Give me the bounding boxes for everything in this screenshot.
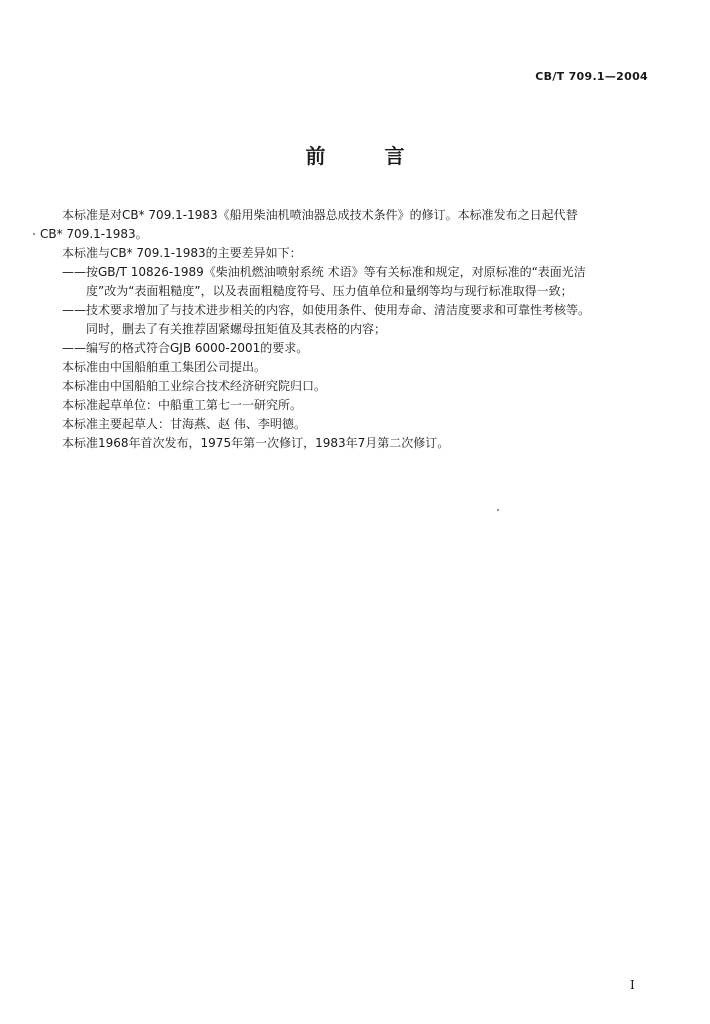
paragraph-1-line-2: CB* 709.1-1983。 [40, 227, 148, 241]
paragraph-5: 本标准起草单位：中船重工第七一一研究所。 [62, 398, 303, 412]
paragraph-7: 本标准1968年首次发布，1975年第一次修订，1983年7月第二次修订。 [62, 436, 450, 450]
list-item-2-line-1: ——技术要求增加了与技术进步相关的内容，如使用条件、使用寿命、清洁度要求和可靠性考核等。 [62, 303, 591, 317]
paragraph-1-line-1: 本标准是对CB* 709.1-1983《船用柴油机喷油器总成技术条件》的修订。本标准发布之日起代替 [62, 208, 578, 222]
foreword-body [40, 206, 660, 453]
page-title: 前 言 [305, 144, 431, 168]
paragraph-3: 本标准由中国船舶重工集团公司提出。 [62, 360, 267, 374]
standard-code: CB/T 709.1—2004 [535, 70, 648, 83]
page-number: I [630, 978, 635, 992]
list-item-3: ——编写的格式符合GJB 6000-2001的要求。 [62, 341, 309, 355]
list-item-2-line-2: 同时，删去了有关推荐固紧螺母扭矩值及其表格的内容； [86, 322, 387, 336]
list-item-1-line-2: 度”改为“表面粗糙度”，以及表面粗糙度符号、压力值单位和量纲等均与现行标准取得一致； [86, 284, 573, 298]
list-item-1-line-1: ——按GB/T 10826-1989《柴油机燃油喷射系统 术语》等有关标准和规定，对原标准的“表面光洁 [62, 265, 586, 279]
paragraph-4: 本标准由中国船舶工业综合技术经济研究院归口。 [62, 379, 327, 393]
paragraph-6: 本标准主要起草人：甘海燕、赵 伟、李明德。 [62, 417, 306, 431]
scan-speck [33, 233, 35, 235]
paragraph-2: 本标准与CB* 709.1-1983的主要差异如下： [62, 246, 302, 260]
scan-speck [497, 509, 499, 511]
